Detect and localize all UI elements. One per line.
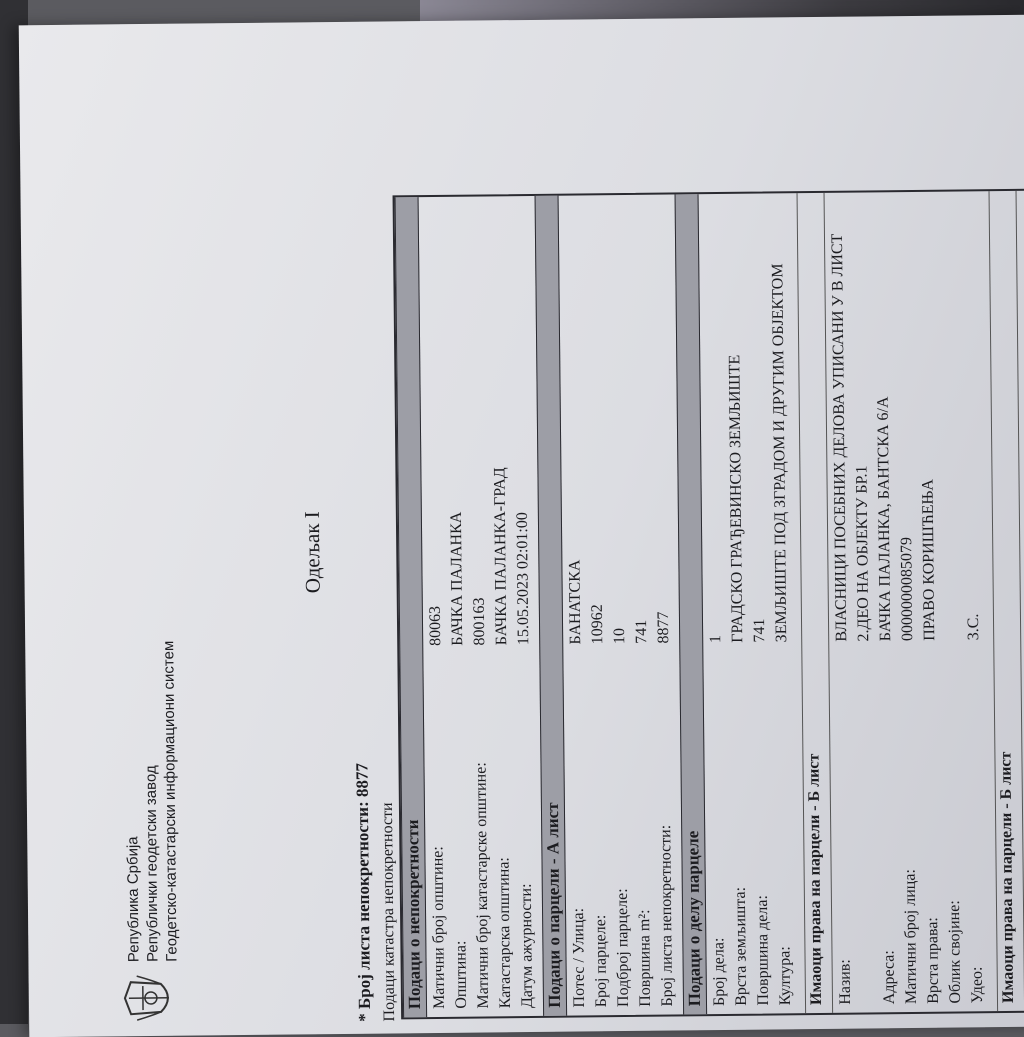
field-label: Облик својине: (945, 900, 965, 1004)
document-number: * Број листа непокретности: 8877 (352, 762, 375, 1022)
institution-line: Република Србија (124, 836, 143, 963)
field-label: Број дела: (710, 937, 729, 1007)
field-label: Врста земљишта: (731, 886, 751, 1006)
field-value: 2.ДЕО НА ОБЈЕКТУ БР.1 (853, 465, 873, 642)
field-value: ЗЕМЉИШТЕ ПОД ЗГРАДОМ И ДРУГИМ ОБЈЕКТОМ (769, 263, 791, 643)
field-label: Број парцеле: (592, 914, 611, 1008)
field-value: БАЧКА ПАЛАНКА, БАНТСКА 6/А (874, 396, 895, 642)
document-subtitle: Подаци катастра непокретности (378, 802, 399, 1022)
field-label: Општина: (452, 940, 471, 1009)
field-value: 1 (707, 634, 725, 644)
owners-heading (798, 193, 829, 1013)
field-label: Подброј парцеле: (613, 888, 633, 1008)
field-value: ВЛАСНИЦИ ПОСЕБНИХ ДЕЛОВА УПИСАНИ У В ЛИСТ (828, 233, 851, 642)
field-label: Удео: (968, 966, 987, 1004)
paper-sheet (19, 15, 1024, 1037)
institution-line: Републички геодетски завод (142, 765, 162, 963)
field-label: Катастарска општина: (495, 857, 515, 1009)
field-label: Култура: (776, 946, 795, 1006)
field-value: 800163 (470, 597, 489, 646)
field-label: Назив: (836, 959, 855, 1005)
owners-section-1 (825, 191, 994, 1013)
field-value: 8877 (654, 611, 673, 644)
field-value: 80063 (426, 605, 445, 647)
field-value: БАНАТСКА (566, 559, 585, 645)
institution-name (121, 641, 181, 963)
field-value: ГРАДСКО ГРАЂЕВИНСКО ЗЕМЉИШТЕ (726, 354, 747, 643)
field-label: Број листа непокретности: (657, 824, 677, 1007)
field-label: Врста права: (924, 917, 943, 1004)
document-header (108, 153, 207, 1024)
parcel-part-section (699, 193, 802, 1014)
field-label: Површина дела: (753, 895, 773, 1006)
field-value: БАЧКА ПАЛАНКА (447, 511, 467, 646)
section-title: Одељак I (299, 511, 325, 594)
property-section (419, 196, 544, 1017)
field-value: 15.05.2023 02:01:00 (513, 512, 533, 646)
cadastre-table (393, 188, 1024, 1019)
section-heading-text: Имаоци права на парцели - Б лист (805, 753, 826, 1006)
field-value: 741 (750, 618, 769, 643)
section-header: Подаци о парцели - А лист (535, 196, 568, 1016)
field-value: 10962 (588, 604, 607, 645)
field-value (941, 640, 963, 648)
field-label: Површина m²: (636, 909, 655, 1007)
field-value: 10 (611, 627, 629, 645)
document (100, 144, 1024, 1024)
field-label: Датум ажурности: (517, 883, 537, 1009)
field-label: Адреса: (880, 950, 899, 1005)
section-heading-text: Имаоци права на парцели - Б лист (997, 751, 1018, 1004)
section-header: Подаци о делу парцеле (675, 194, 708, 1014)
section-header: Подаци о непокретности (395, 197, 428, 1017)
field-value: ПРАВО КОРИШЋЕЊА (919, 478, 939, 641)
field-value: 3.С. (964, 613, 983, 641)
field-value: 0000000085079 (898, 536, 917, 642)
parcel-section (559, 194, 684, 1015)
field-label: Матични број општине: (429, 846, 449, 1010)
field-label: Матични број лица: (901, 869, 921, 1005)
coat-of-arms-icon (121, 974, 177, 1023)
institution-line: Геодетско-катастарски информациони систем (160, 640, 181, 962)
field-label: Потес / Улица: (570, 907, 589, 1008)
field-value: 741 (632, 619, 651, 644)
field-label: Матични број катастарске општине: (472, 762, 493, 1009)
field-value: БАЧКА ПАЛАНКА-ГРАД (491, 467, 511, 646)
owners-heading (990, 191, 1021, 1011)
